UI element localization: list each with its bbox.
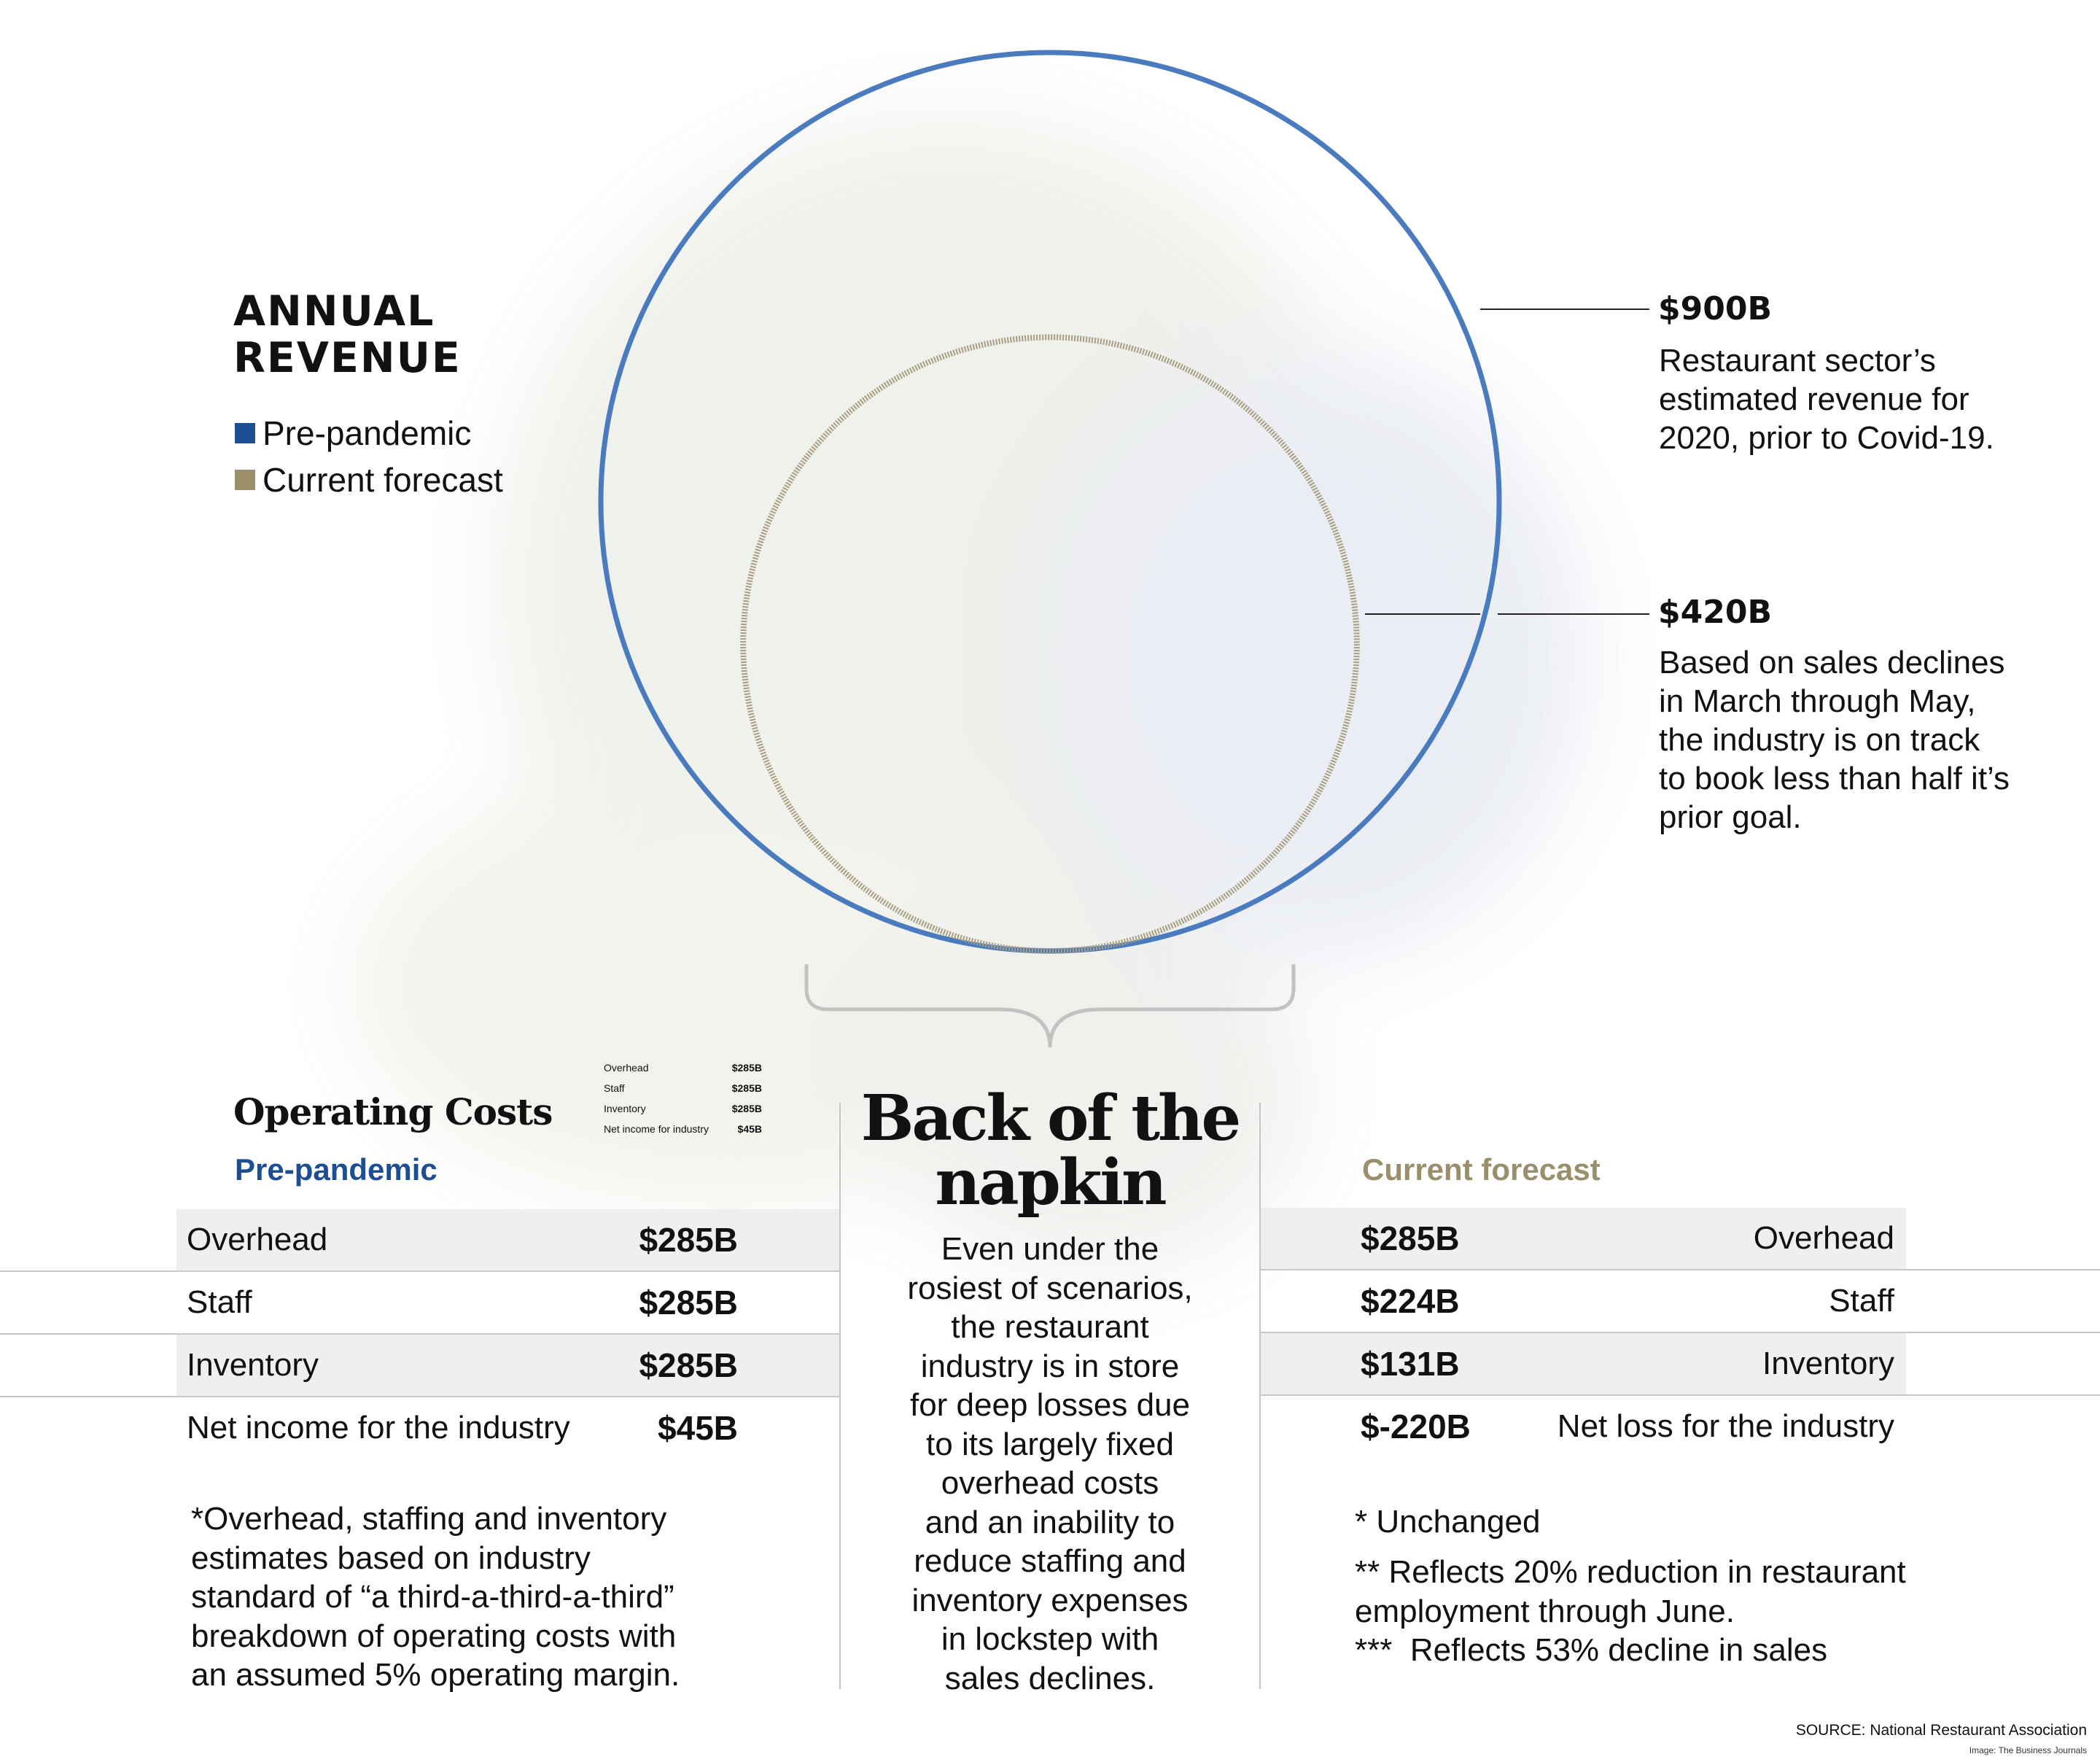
mini-row-net-income: Net income for industry $45B xyxy=(604,1123,762,1135)
legend-item-current-forecast: Current forecast xyxy=(235,459,503,500)
circle-current-forecast xyxy=(743,337,1357,951)
image-credit: Image: The Business Journals xyxy=(1969,1745,2087,1755)
operating-costs-title: Operating Costs xyxy=(233,1090,553,1133)
pre-row-staff: Staff $285B xyxy=(187,1284,738,1322)
legend-swatch-pre-pandemic xyxy=(235,423,255,443)
mini-row-staff: Staff $285B xyxy=(604,1082,762,1094)
footnote-unchanged: * Unchanged xyxy=(1355,1504,1541,1540)
legend-item-pre-pandemic: Pre-pandemic xyxy=(235,413,471,454)
mini-row-overhead: Overhead $285B xyxy=(604,1062,762,1074)
footnote-sales: *** Reflects 53% decline in sales xyxy=(1355,1632,1828,1668)
legend-swatch-current-forecast xyxy=(235,470,255,490)
pre-row-overhead: Overhead $285B xyxy=(176,1209,840,1270)
brace xyxy=(806,964,1294,1047)
napkin-title: Back of the napkin xyxy=(860,1082,1240,1219)
mini-row-inventory: Inventory $285B xyxy=(604,1103,762,1114)
pre-row-inventory: Inventory $285B xyxy=(176,1335,840,1396)
callout-420-description: Based on sales declines in March through May, the industry is on track to book less than half it’s prior goal. xyxy=(1659,645,2010,835)
current-row-overhead: $285B Overhead xyxy=(1260,1208,1906,1269)
footnote-left: *Overhead, staffing and inventory estimates based on industry standard of “a third-a-third-a-third” breakdown of operating costs with an assumed 5% operating margin. xyxy=(191,1501,680,1693)
napkin-text: Even under the rosiest of scenarios, the restaurant industry is in store for deep losses due to its largely fixed overhead costs and an inability to reduce staffing and inventory expenses in lockstep with sales declines. xyxy=(907,1231,1193,1696)
legend-title: ANNUAL REVENUE xyxy=(233,287,462,382)
callout-420-value: $420B xyxy=(1658,594,1772,631)
footnote-staff: ** Reflects 20% reduction in restaurant employment through June. xyxy=(1355,1554,1906,1629)
pre-row-net-income: Net income for the industry $45B xyxy=(187,1409,738,1447)
source-note: SOURCE: National Restaurant Association xyxy=(1795,1722,2087,1739)
current-forecast-subheading: Current forecast xyxy=(1362,1152,1601,1187)
current-row-net-loss: $-220B Net loss for the industry xyxy=(1361,1408,1894,1445)
pre-pandemic-subheading: Pre-pandemic xyxy=(235,1152,438,1187)
callout-900-value: $900B xyxy=(1658,290,1772,327)
callout-900-description: Restaurant sector’s estimated revenue for 2020, prior to Covid-19. xyxy=(1659,343,1994,456)
current-row-staff: $224B Staff xyxy=(1361,1282,1894,1320)
current-row-inventory: $131B Inventory xyxy=(1260,1333,1906,1394)
circle-pre-pandemic xyxy=(601,53,1499,951)
